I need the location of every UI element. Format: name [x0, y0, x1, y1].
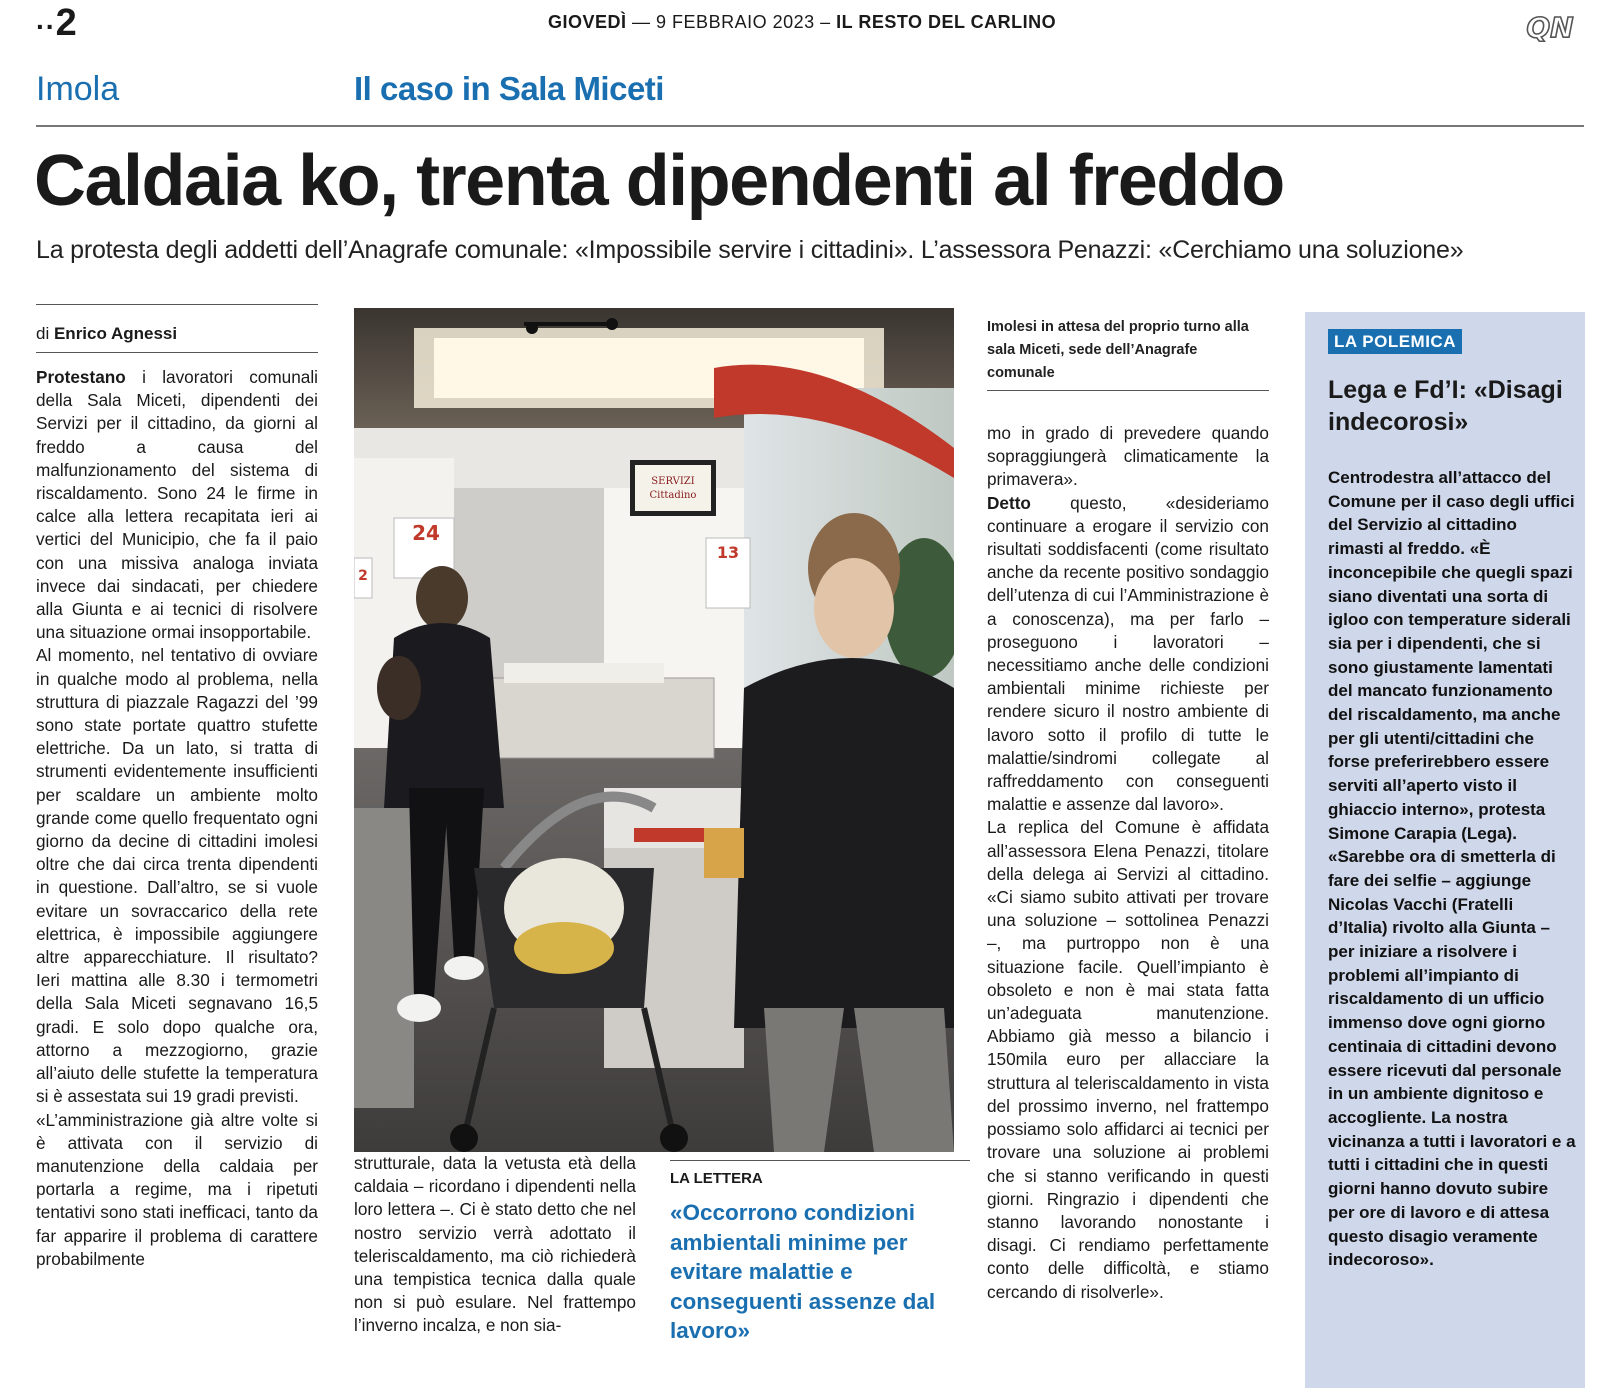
- photo-caption: Imolesi in attesa del proprio turno alla sala Miceti, sede dell’Anagrafe comunale: [987, 319, 1249, 381]
- paragraph-text: questo, «desideriamo continuare a erogare il servizio con risultati soddisfacenti (come risultato anche da recente positivo sondaggio dell’utenza di cui l’Amministrazione è a conoscenza), ma per farlo – proseguono i lavoratori – necessitiamo anche delle condizioni ambientali minime richieste per rendere sicuro il nostro ambiente di lavoro sotto il profilo di tutte le malattie/sindromi collegate al raffreddamento con conseguenti malattie e assenze dal lavoro».: [987, 492, 1269, 815]
- byline-rule-bottom: [36, 352, 318, 353]
- page-number-value: 2: [55, 2, 78, 44]
- dateline: [548, 12, 1056, 33]
- qn-logo-text: QN: [1526, 12, 1574, 42]
- dateline-date: 9 FEBBRAIO 2023: [656, 12, 815, 32]
- kicker: Il caso in Sala Miceti: [354, 70, 664, 107]
- sidebar-tag: LA POLEMICA: [1328, 329, 1462, 354]
- article-paragraph: «L’amministrazione già altre volte si è attivata con il servizio di manutenzione della caldaia per portarla a regime, ma i ripetuti tentativi sono stati inefficaci, tanto da far apparire il problema di carattere probabilmente: [36, 1109, 318, 1269]
- qn-logo-icon: [1519, 12, 1581, 42]
- letter-label: LA LETTERA: [670, 1170, 763, 1187]
- screen-text-line1: SERVIZI: [651, 476, 695, 487]
- photo-illustration: [354, 308, 954, 1152]
- page-number: [36, 2, 78, 45]
- sidebar-text: [1328, 466, 1576, 1272]
- dateline-dash: —: [632, 12, 657, 32]
- letter-quote: «Occorrono condizioni ambientali minime per evitare malattie e conseguenti assenze dal lavoro»: [670, 1200, 936, 1343]
- article-paragraph: La replica del Comune è affidata all’assessora Elena Penazzi, titolare della delega ai Servizi al cittadino. «Ci siamo subito attivati per trovare una soluzione – sottolinea Penazzi –, ma purtroppo non è una situazione facile. Quell’impianto è obsoleto e non è mai stata fatta un’adeguata manutenzione. Abbiamo già messo a bilancio i 150mila euro per allacciare la struttura al teleriscaldamento in vista del prossimo inverno, nel frattempo possiamo solo affidarci ai tecnici per trovare una soluzione ai problemi che si stanno verificando in questi giorni. Ringrazio i dipendenti che stanno lavorando nonostante i disagi. Ci rendiamo perfettamente conto delle difficoltà, e stiamo cercando di risolverle».: [987, 817, 1269, 1302]
- header-divider: [36, 125, 1584, 127]
- byline: [36, 324, 177, 344]
- article-photo: [354, 308, 954, 1152]
- sidebar-lead-word: Centrodestra: [1328, 468, 1434, 487]
- byline-rule-top: [36, 304, 318, 305]
- sidebar-paragraph-text: all’attacco del Comune per il caso degli uffici del Servizio al cittadino rimasti al freddo. «È inconcepibile che quegli spazi siano diventati una sorta di igloo con temperature siderali sia per i dipendenti, che si sono giustamente lamentati del mancato funzionamento del riscaldamento, ma anche per gli utenti/cittadini che forse preferirebbero essere serviti all’aperto visto il ghiaccio interno», protesta Simone Carapia (Lega). «Sarebbe ora di smetterla di fare dei selfie – aggiunge Nicolas Vacchi (Fratelli d’Italia) rivolto alla Giunta – per iniziare a risolvere i problemi all’impianto di riscaldamento di un ufficio immenso dove ogni giorno centinaia di cittadini devono essere ricevuti dal personale in un ambiente dignitoso e accogliente. La nostra vicinanza a tutti i lavoratori e a tutti i cittadini che in questi giorni hanno dovuto subire per ore di lavoro e di attesa questo disagio veramente indecoroso».: [1328, 468, 1576, 1270]
- article-paragraph: mo in grado di prevedere quando sopraggiungerà climaticamente la primavera».: [987, 423, 1269, 490]
- dateline-day: GIOVEDÌ: [548, 12, 627, 32]
- paragraph-text: i lavoratori comunali della Sala Miceti, dipendenti dei Servizi per il cittadino, da giorni al freddo a causa del malfunzionamento del sistema di riscaldamento. Sono 24 le firme in calce alla lettera recapitata ieri ai vertici del Municipio, che fa il paio con una missiva analoga inviata invece dai sindacati, per chiedere alla Giunta e ai tecnici di risolvere una situazione ormai insopportabile.: [36, 367, 318, 643]
- section-name: Imola: [36, 70, 120, 108]
- letter-rule: [670, 1160, 970, 1161]
- article-column-3: [987, 422, 1269, 1304]
- photo-sign-13: 13: [716, 543, 740, 562]
- article-paragraph: [36, 366, 318, 644]
- lead-word: Detto: [987, 492, 1031, 513]
- page-dots: ..: [36, 4, 56, 35]
- lead-word: Protestano: [36, 367, 126, 387]
- subheadline: La protesta degli addetti dell’Anagrafe comunale: «Impossibile servire i cittadini». L’assessora Penazzi: «Cerchiamo una soluzione»: [36, 236, 1464, 264]
- sidebar-title: Lega e Fd’I: «Disagi indecorosi»: [1328, 376, 1563, 436]
- sidebar-paragraph: [1328, 466, 1576, 1272]
- article-column-1: [36, 366, 318, 1271]
- byline-prefix: di: [36, 324, 50, 343]
- photo-sign-24: 24: [412, 521, 440, 545]
- article-column-2: [354, 1152, 636, 1338]
- dateline-dash: –: [820, 12, 837, 32]
- article-paragraph: strutturale, data la vetusta età della caldaia – ricordano i dipendenti nella loro lettera –. Ci è stato detto che nel nostro servizio verrà adottato il teleriscaldamento, ma ciò richiederà una tempistica tecnica dalla quale non si può esulare. Nel frattempo l’inverno incalza, e non sia-: [354, 1153, 636, 1336]
- byline-author: Enrico Agnessi: [53, 324, 178, 343]
- caption-rule: [987, 390, 1269, 391]
- dateline-paper: IL RESTO DEL CARLINO: [836, 12, 1057, 32]
- headline: Caldaia ko, trenta dipendenti al freddo: [34, 141, 1284, 221]
- screen-text-line2: Cittadino: [649, 490, 697, 501]
- photo-sign-2: 2: [358, 568, 368, 584]
- article-paragraph: Al momento, nel tentativo di ovviare in qualche modo al problema, nella struttura di piazzale Ragazzi del ’99 sono state portate quattro stufette elettriche. Da un lato, si tratta di strumenti evidentemente insufficienti per scaldare un ambiente molto grande come quello frequentato ogni giorno da decine di cittadini imolesi oltre che dai circa trenta dipendenti in questione. Dall’altro, se si vuole evitare un sovraccarico della rete elettrica, è impossibile aggiungere altre apparecchiature. Il risultato? Ieri mattina alle 8.30 i termometri della Sala Miceti segnavano 16,5 gradi. E solo dopo qualche ora, attorno a mezzogiorno, grazie all’aiuto delle stufette la temperatura si è assestata sui 19 gradi previsti.: [36, 645, 318, 1107]
- article-paragraph: [987, 492, 1269, 817]
